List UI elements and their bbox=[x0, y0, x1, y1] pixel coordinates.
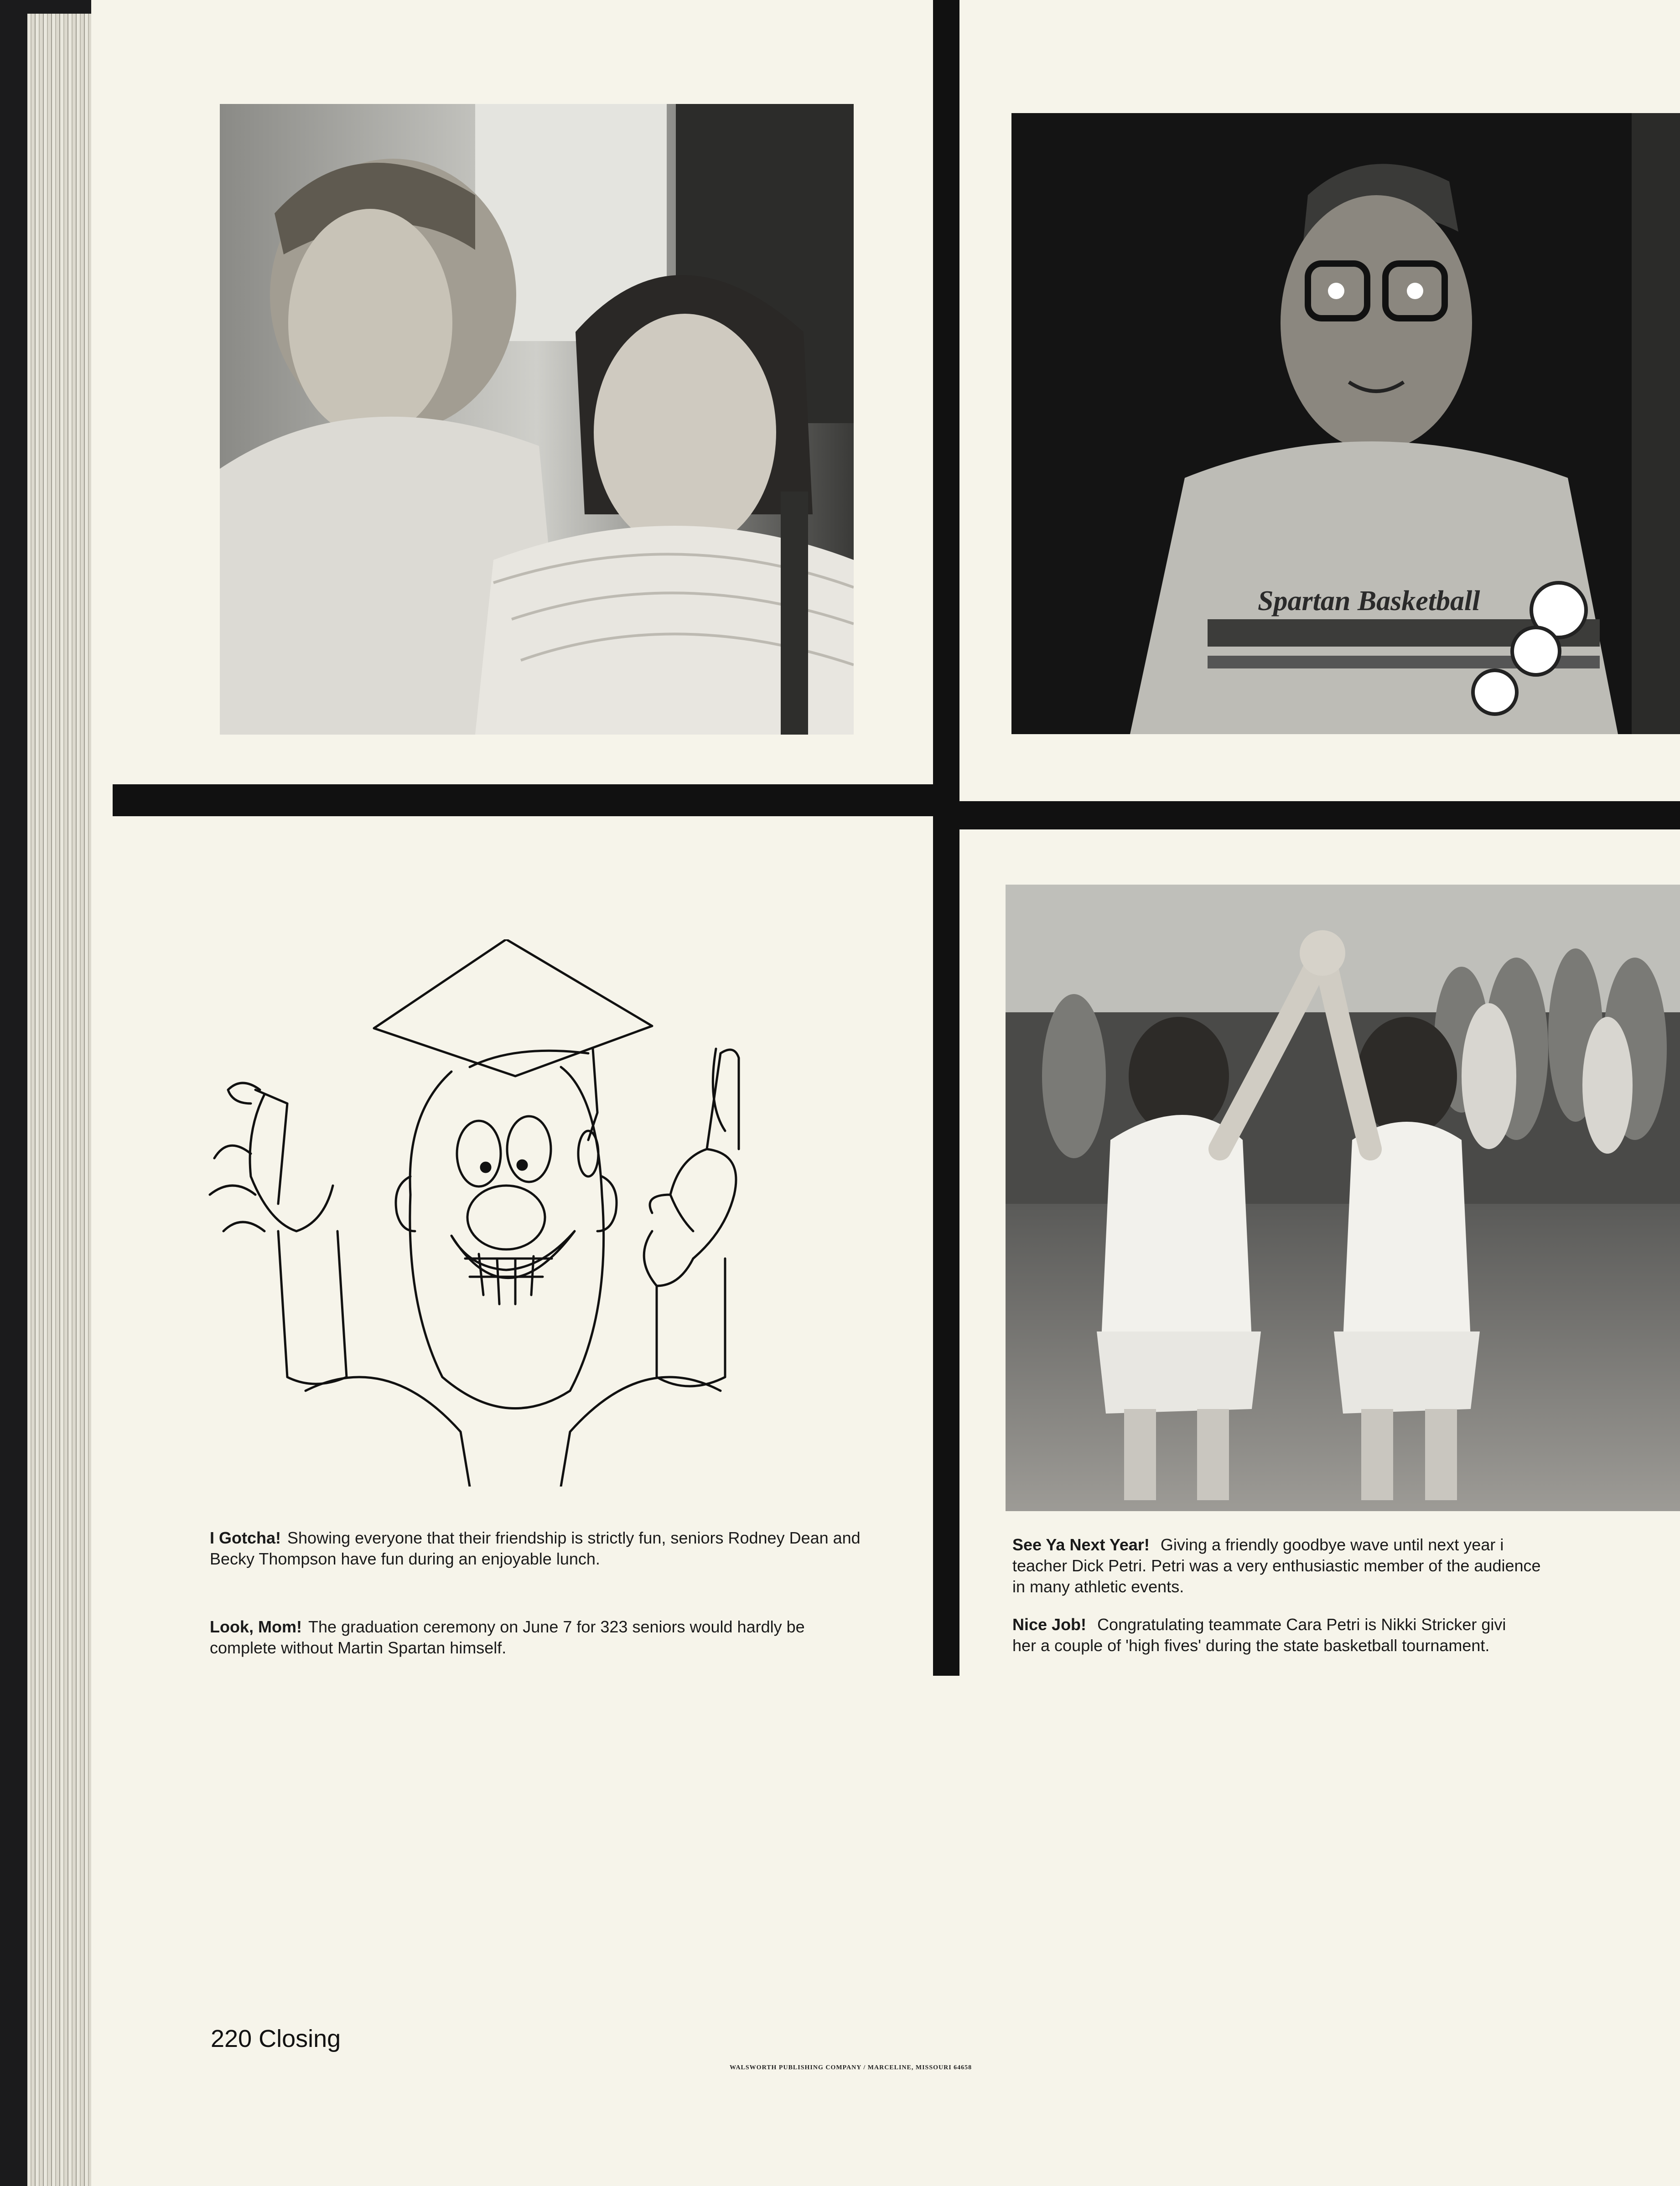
drawing-martin-spartan bbox=[196, 939, 844, 1487]
caption-line: in many athletic events. bbox=[1012, 1577, 1184, 1596]
center-divider bbox=[933, 0, 959, 1676]
right-horizontal-rule bbox=[959, 801, 1680, 829]
sweatshirt-text: Spartan Basketball bbox=[1258, 585, 1480, 616]
caption-look-mom bbox=[210, 1616, 848, 1658]
page-folio: 220 Closing bbox=[211, 2025, 341, 2052]
caption-line: Congratulating teammate Cara Petri is Nikki Stricker givi bbox=[1097, 1615, 1506, 1634]
caption-line: her a couple of 'high fives' during the state basketball tournament. bbox=[1012, 1636, 1490, 1655]
caption-nice-job bbox=[1012, 1614, 1680, 1656]
left-horizontal-rule bbox=[113, 784, 933, 816]
caption-title: Look, Mom! bbox=[210, 1617, 302, 1636]
caption-title: I Gotcha! bbox=[210, 1528, 281, 1547]
publisher-imprint: WALSWORTH PUBLISHING COMPANY / MARCELINE, MISSOURI 64658 bbox=[730, 2064, 972, 2071]
caption-line: Giving a friendly goodbye wave until next year i bbox=[1160, 1535, 1504, 1554]
caption-see-ya-next-year bbox=[1012, 1534, 1680, 1597]
caption-i-gotcha bbox=[210, 1528, 903, 1570]
caption-title: Nice Job! bbox=[1012, 1615, 1087, 1634]
caption-line: teacher Dick Petri. Petri was a very enthusiastic member of the audience bbox=[1012, 1556, 1541, 1575]
photo-teacher-dick-petri bbox=[1011, 113, 1680, 734]
caption-title: See Ya Next Year! bbox=[1012, 1535, 1150, 1554]
photo-high-fives bbox=[1006, 885, 1680, 1511]
yearbook-page bbox=[91, 0, 1680, 2186]
caption-text: The graduation ceremony on June 7 for 323 seniors would hardly be complete without Martin Spartan himself. bbox=[210, 1617, 805, 1657]
caption-text: Showing everyone that their friendship is strictly fun, seniors Rodney Dean and Becky Thompson have fun during an enjoyable lunch. bbox=[210, 1528, 861, 1568]
photo-seniors-friendship bbox=[220, 104, 854, 735]
